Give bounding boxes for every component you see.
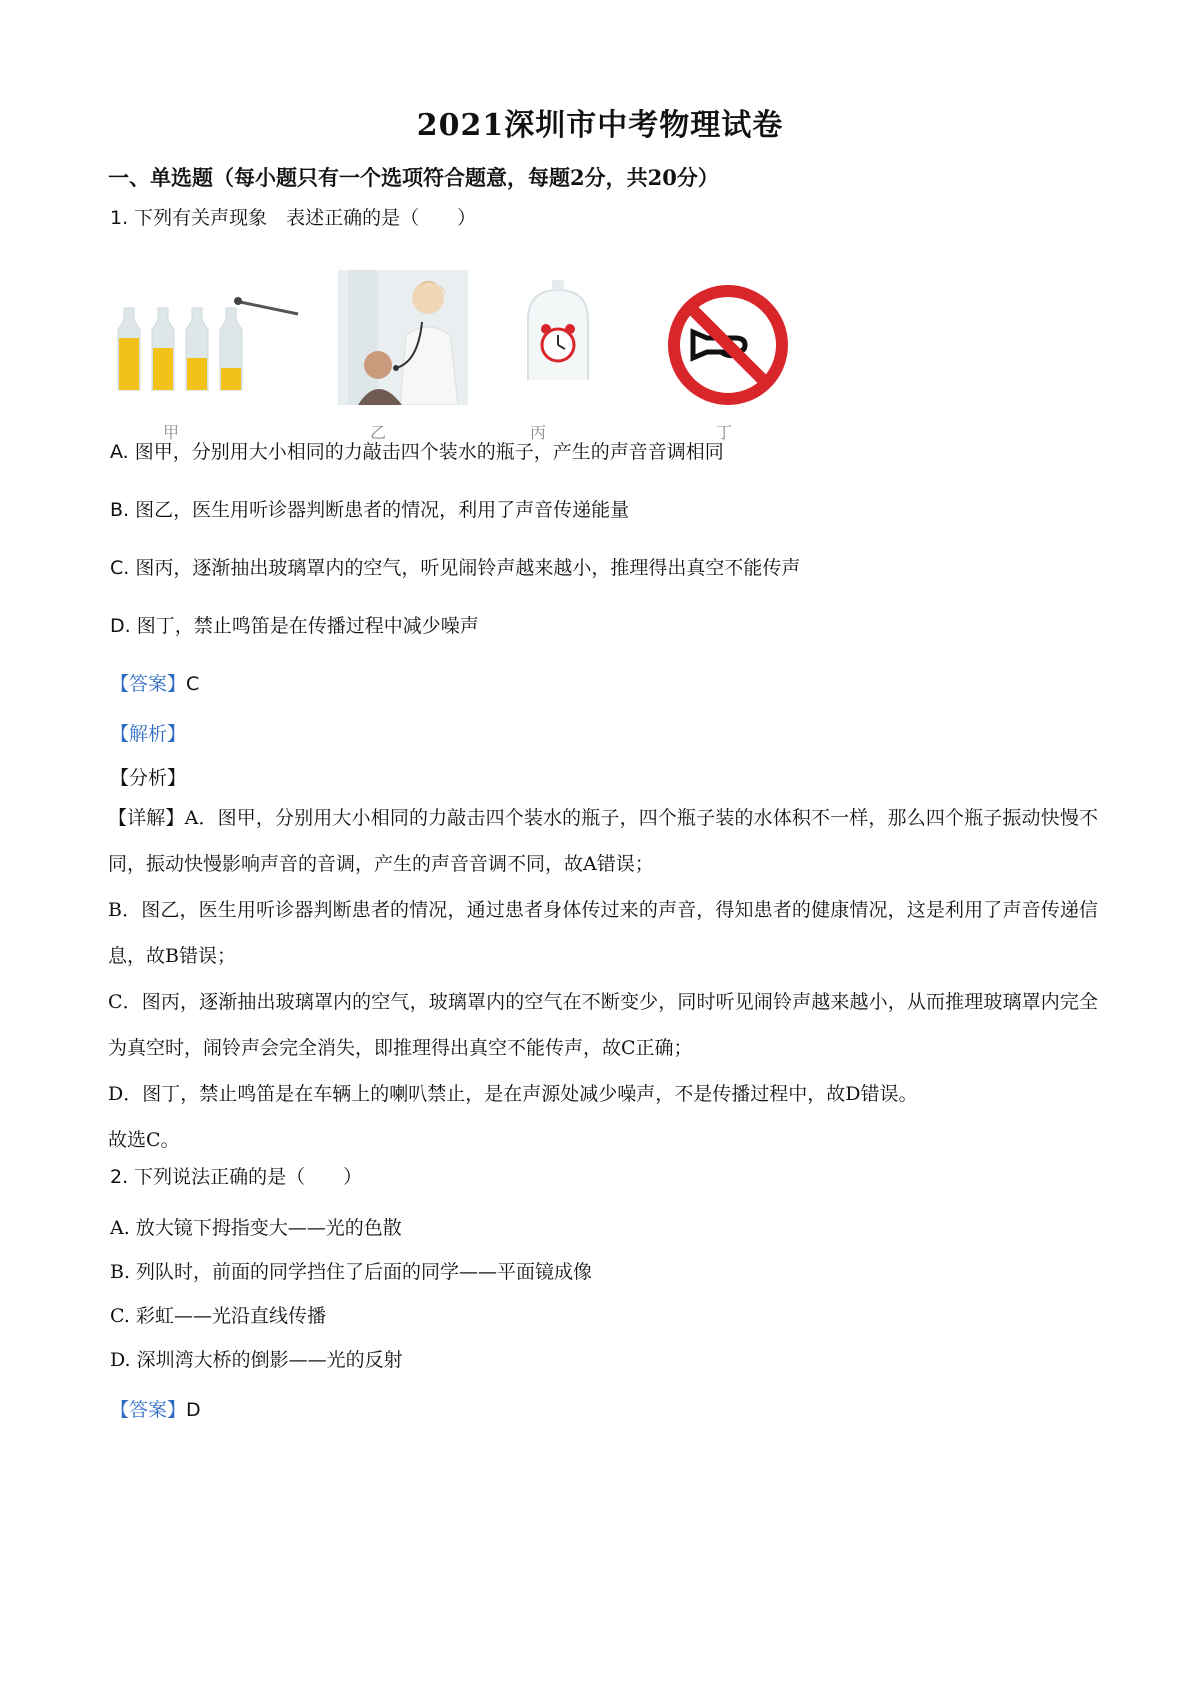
fenxi-label: 【分析】 (110, 767, 187, 789)
q2-option-c: C. 彩虹——光沿直线传播 (110, 1305, 326, 1327)
q2-option-b: B. 列队时，前面的同学挡住了后面的同学——平面镜成像 (110, 1261, 593, 1283)
caption-jia: 甲 (163, 423, 180, 442)
q1-detail (108, 795, 1098, 1163)
caption-yi: 乙 (370, 423, 387, 442)
q1-figure (108, 270, 848, 445)
caption-ding: 丁 (716, 423, 733, 442)
q2-answer (110, 1395, 201, 1422)
bell-jar-image (518, 275, 598, 385)
analysis-label: 【解析】 (110, 723, 187, 745)
detail-c: C．图丙，逐渐抽出玻璃罩内的空气，玻璃罩内的空气在不断变少，同时听见闹铃声越来越小，从而推理玻璃罩内完全为真空时，闹铃声会完全消失，即推理得出真空不能传声，故C正确； (108, 991, 1098, 1059)
detail-a: 【详解】A．图甲，分别用大小相同的力敲击四个装水的瓶子，四个瓶子装的水体积不一样，那么四个瓶子振动快慢不同，振动快慢影响声音的音调，产生的声音音调不同，故A错误； (108, 807, 1098, 875)
q1-option-c: C. 图丙，逐渐抽出玻璃罩内的空气，听见闹铃声越来越小，推理得出真空不能传声 (110, 557, 801, 579)
answer-value: C (186, 673, 200, 695)
q1-option-a: A. 图甲，分别用大小相同的力敲击四个装水的瓶子，产生的声音音调相同 (110, 441, 724, 463)
q2-stem: 2. 下列说法正确的是（ ） (110, 1166, 363, 1188)
answer-label: 【答案】 (110, 1399, 187, 1421)
section-heading: 一、单选题（每小题只有一个选项符合题意，每题2分，共20分） (108, 165, 719, 190)
q1-answer (110, 669, 199, 696)
conclusion: 故选C。 (108, 1129, 180, 1151)
detail-label: 【详解】 (108, 807, 185, 829)
page-title: 2021深圳市中考物理试卷 (416, 108, 784, 143)
doctor-image (338, 270, 468, 405)
answer-label: 【答案】 (110, 673, 187, 695)
q1-stem: 1. 下列有关声现象 表述正确的是（ ） (110, 207, 477, 229)
q2-option-d: D. 深圳湾大桥的倒影——光的反射 (110, 1349, 403, 1371)
caption-bing: 丙 (530, 423, 547, 442)
answer-value: D (186, 1399, 201, 1421)
detail-b: B．图乙，医生用听诊器判断患者的情况，通过患者身体传过来的声音，得知患者的健康情况，这是利用了声音传递信息，故B错误； (108, 899, 1098, 967)
no-horn-sign-image (663, 280, 793, 410)
detail-d: D．图丁，禁止鸣笛是在车辆上的喇叭禁止，是在声源处减少噪声，不是传播过程中，故D错误。 (108, 1083, 918, 1105)
q1-option-b: B. 图乙，医生用听诊器判断患者的情况，利用了声音传递能量 (110, 499, 630, 521)
q1-option-d: D. 图丁，禁止鸣笛是在传播过程中减少噪声 (110, 615, 479, 637)
bottles-image (108, 280, 308, 410)
q2-option-a: A. 放大镜下拇指变大——光的色散 (110, 1217, 402, 1239)
